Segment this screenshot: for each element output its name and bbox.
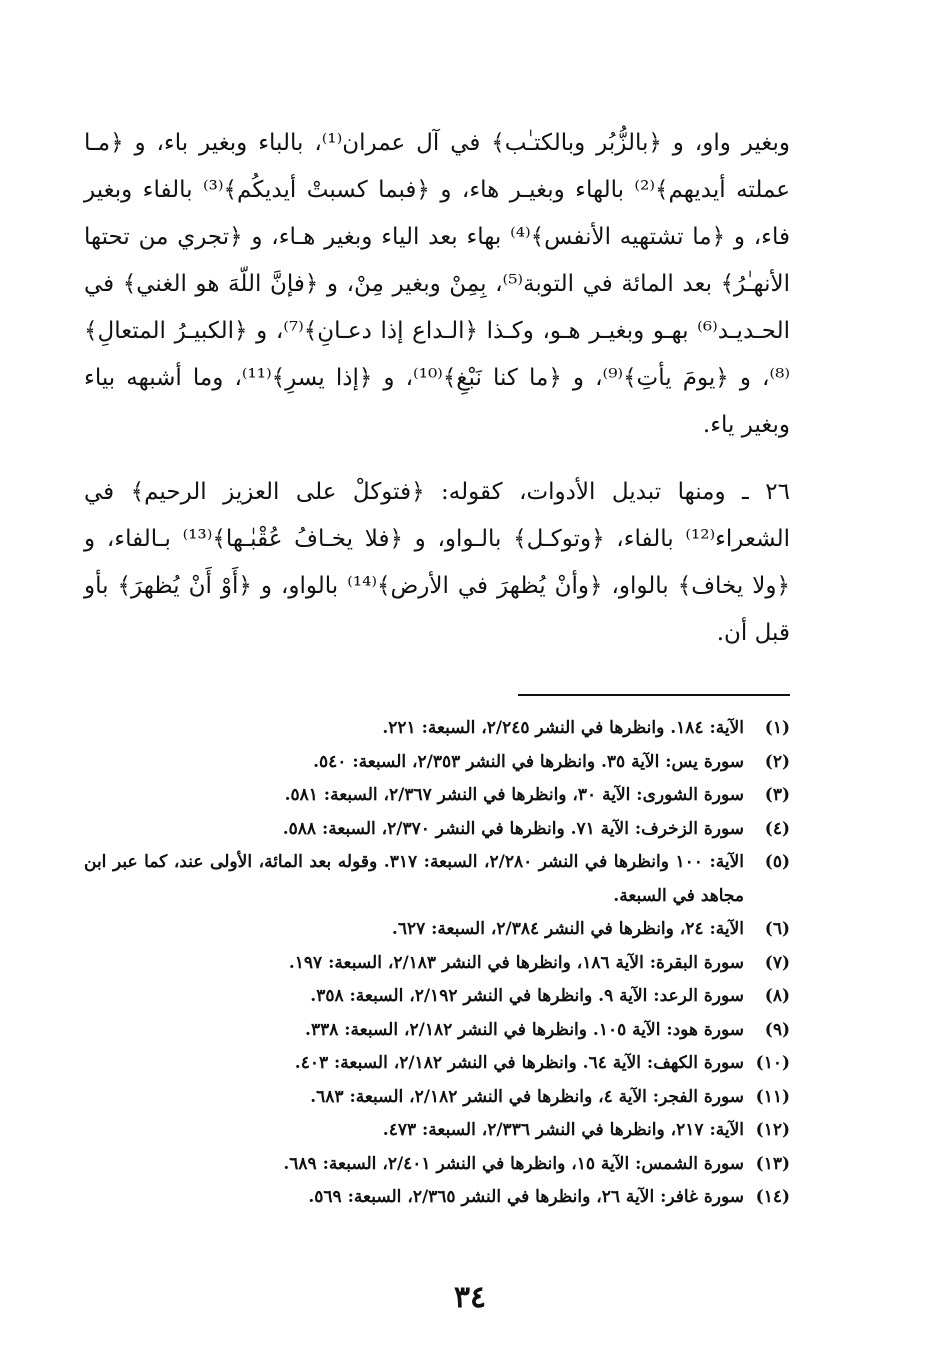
footnote-item	[84, 779, 790, 813]
footnote-item	[84, 1114, 790, 1148]
footnote-text: سورة يس: الآية ٣٥. وانظرها في النشر ٢/٣٥٣، السبعة: ٥٤٠.	[313, 751, 744, 772]
footnote-number: (٤)	[764, 818, 790, 839]
footnotes	[84, 712, 790, 1215]
footnote-item	[84, 1014, 790, 1048]
footnote-number: (٥)	[764, 852, 790, 872]
paragraph-continuation: وبغير واو، و ﴿بالزُّبُر وبالكتـٰب﴾ في آل عمران⁽¹⁾، بالباء وبغير باء، و ﴿مـا عملته أيديهم﴾⁽²⁾ بالهاء وبغيـر هاء، و ﴿فبما كسبتْ أيديكُم﴾⁽³⁾ بالفاء وبغير فاء، و ﴿ما تشتهيه الأنفس﴾⁽⁴⁾ بهاء بعد الياء وبغير هـاء، و ﴿تجري من تحتها الأنهـٰرُ﴾ بعد المائة في التوبة⁽⁵⁾، بِمِنْ وبغير مِنْ، و ﴿فإنَّ اللّهَ هو الغني﴾ في الحـديـد⁽⁶⁾ بهـو وبغيـر هـو، وكـذا ﴿الـداع إذا دعـانِ﴾⁽⁷⁾، و ﴿الكبيـرُ المتعالِ﴾⁽⁸⁾، و ﴿يومَ يأتِ﴾⁽⁹⁾، و ﴿ما كنا نَبْغِ﴾⁽¹⁰⁾، و ﴿إذا يسرِ﴾⁽¹¹⁾، وما أشبهه بياء وبغير ياء.	[84, 130, 790, 438]
footnote-item	[84, 947, 790, 981]
footnote-text: سورة البقرة: الآية ١٨٦، وانظرها في النشر ٢/١٨٣، السبعة: ١٩٧.	[288, 952, 744, 973]
footnote-item	[84, 746, 790, 780]
footnote-number: (٨)	[764, 986, 790, 1006]
footnote-number: (٦)	[764, 919, 790, 939]
footnote-text: سورة هود: الآية ١٠٥. وانظرها في النشر ٢/١٨٢، السبعة: ٣٣٨.	[305, 1019, 744, 1040]
footnote-separator	[518, 694, 790, 696]
footnote-text: الآية: ٢١٧، وانظرها في النشر ٢/٣٣٦، السبعة: ٤٧٣.	[382, 1120, 744, 1140]
footnote-text: سورة غافر: الآية ٢٦، وانظرها في النشر ٢/٣٦٥، السبعة: ٥٦٩.	[308, 1187, 744, 1207]
footnote-item	[84, 913, 790, 947]
footnote-number: (٩)	[764, 1019, 790, 1040]
footnote-text: سورة الشمس: الآية ١٥، وانظرها في النشر ٢/٤٠١، السبعة: ٦٨٩.	[283, 1153, 744, 1174]
footnote-number: (٣)	[764, 785, 790, 805]
footnote-text: الآية: ١٠٠ وانظرها في النشر ٢/٢٨٠، السبعة: ٣١٧. وقوله بعد المائة، الأولى عند، كما عبر ابن مجاهد في السبعة.	[84, 852, 744, 906]
page-number: ٣٤	[453, 1280, 487, 1315]
footnote-text: الآية: ١٨٤. وانظرها في النشر ٢/٢٤٥، السبعة: ٢٢١.	[382, 718, 744, 738]
footnote-text: سورة الفجر: الآية ٤، وانظرها في النشر ٢/١٨٢، السبعة: ٦٨٣.	[310, 1086, 744, 1107]
footnote-number: (١٤)	[755, 1187, 790, 1207]
paragraph-26: ٢٦ ـ ومنها تبديل الأدوات، كقوله: ﴿فتوكلْ على العزيز الرحيم﴾ في الشعراء⁽¹²⁾ بالفاء، ﴿وتوكـل﴾ بالـواو، و ﴿فلا يخـافُ عُقْبٰـها﴾⁽¹³⁾ بـالفاء، و ﴿ولا يخاف﴾ بالواو، ﴿وأنْ يُظهرَ في الأرض﴾⁽¹⁴⁾ بالواو، و ﴿أَوْ أَنْ يُظهرَ﴾ بأو قبل أن.	[84, 479, 791, 646]
footnote-text: الآية: ٢٤، وانظرها في النشر ٢/٣٨٤، السبعة: ٦٢٧.	[391, 919, 744, 939]
footnote-number: (١٣)	[755, 1153, 790, 1174]
footnote-item	[84, 712, 790, 746]
footnote-number: (٧)	[764, 952, 790, 973]
footnote-item	[84, 1148, 790, 1182]
footnote-item	[84, 846, 790, 913]
footnote-number: (١٠)	[755, 1053, 790, 1073]
footnote-text: سورة الزخرف: الآية ٧١. وانظرها في النشر ٢/٣٧٠، السبعة: ٥٨٨.	[282, 818, 744, 839]
footnote-number: (٢)	[764, 751, 790, 772]
footnote-item	[84, 1181, 790, 1215]
footnote-text: سورة الشورى: الآية ٣٠، وانظرها في النشر ٢/٣٦٧، السبعة: ٥٨١.	[284, 785, 744, 805]
main-text	[84, 120, 790, 657]
footnote-item	[84, 980, 790, 1014]
footnote-text: سورة الرعد: الآية ٩. وانظرها في النشر ٢/١٩٢، السبعة: ٣٥٨.	[310, 986, 744, 1006]
footnote-text: سورة الكهف: الآية ٦٤. وانظرها في النشر ٢/١٨٢، السبعة: ٤٠٣.	[294, 1053, 744, 1073]
footnote-number: (١١)	[755, 1086, 790, 1107]
footnote-item	[84, 1081, 790, 1115]
footnote-number: (١)	[764, 718, 790, 738]
footnote-item	[84, 813, 790, 847]
footnote-item	[84, 1047, 790, 1081]
footnote-number: (١٢)	[755, 1120, 790, 1140]
